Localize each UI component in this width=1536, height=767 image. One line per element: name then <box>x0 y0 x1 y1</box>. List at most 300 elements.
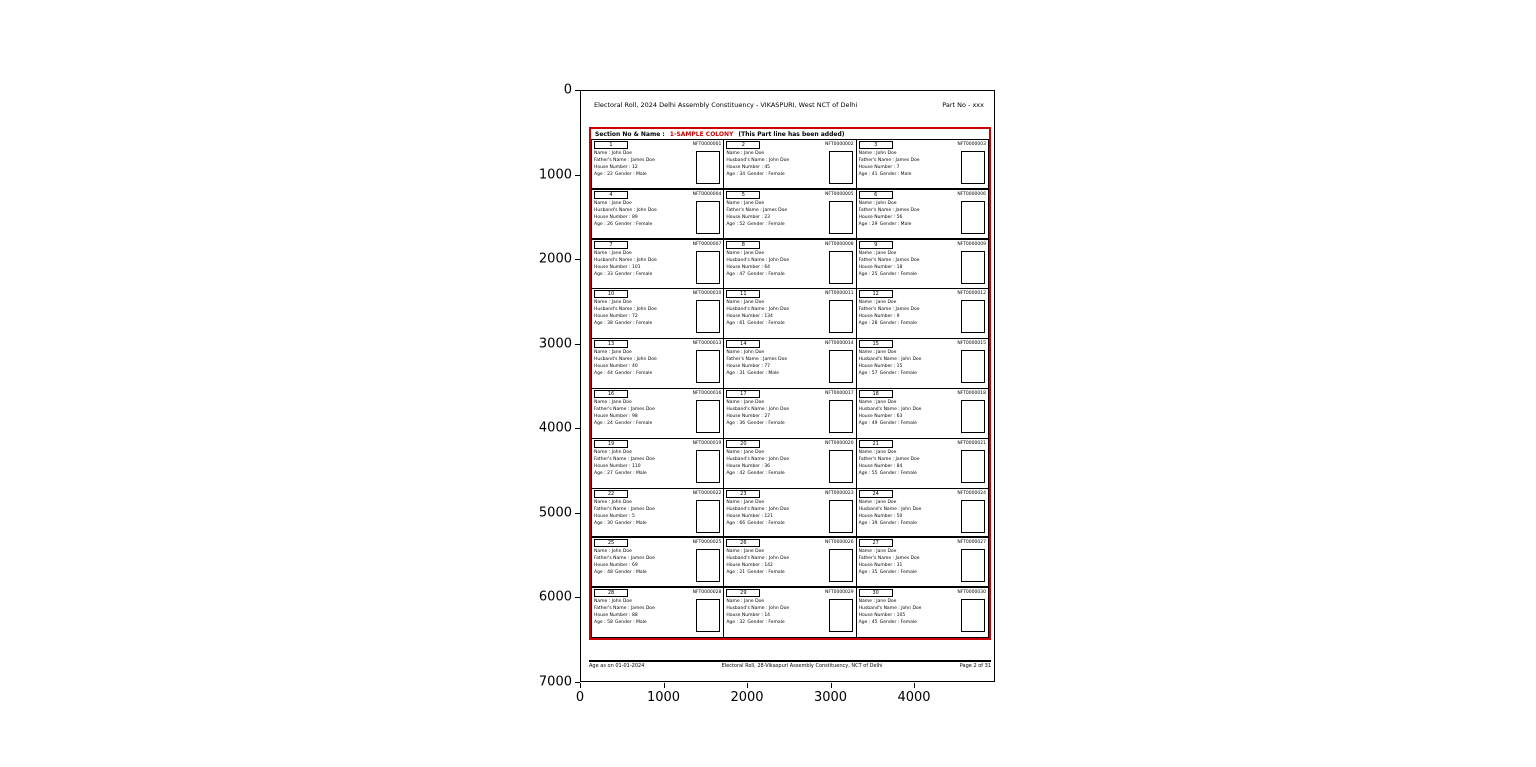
x-tick-label: 3000 <box>813 690 848 705</box>
x-tick-label: 4000 <box>897 690 931 705</box>
serial-number-box: 28 <box>594 589 628 597</box>
house-line: House Number : 23 <box>726 214 771 220</box>
voter-card <box>592 389 724 439</box>
voter-card <box>857 240 989 290</box>
y-tick-mark <box>575 428 580 429</box>
x-tick-label: 2000 <box>730 690 764 705</box>
voter-fields <box>859 400 922 433</box>
name-line: Name : Jane Doe <box>726 200 765 206</box>
photo-placeholder <box>696 350 720 383</box>
voter-fields <box>594 599 655 632</box>
house-line: House Number : 12 <box>594 164 638 170</box>
voter-fields <box>859 300 920 333</box>
voter-fields <box>726 251 789 284</box>
name-line: Name : Jane Doe <box>858 499 897 505</box>
age-gender-line: Age : 36 Gender : Female <box>726 420 785 426</box>
voter-card <box>857 389 989 439</box>
epic-number: NFT0000017 <box>824 390 854 396</box>
name-line: Name : Jane Doe <box>594 200 632 206</box>
voter-fields <box>594 151 655 184</box>
photo-placeholder <box>696 500 720 533</box>
age-gender-line: Age : 42 Gender : Female <box>726 470 785 476</box>
serial-number-box: 10 <box>594 290 628 298</box>
relation-line: Husband's Name : John Doe <box>726 257 790 263</box>
age-gender-line: Age : 39 Gender : Female <box>858 520 917 526</box>
photo-placeholder <box>696 151 720 184</box>
house-line: House Number : 64 <box>726 264 771 270</box>
section-value: 1-SAMPLE COLONY <box>669 130 734 138</box>
age-gender-line: Age : 58 Gender : Male <box>594 620 647 626</box>
house-line: House Number : 56 <box>858 214 903 220</box>
y-tick-mark <box>575 90 580 91</box>
photo-placeholder <box>829 151 853 184</box>
house-line: House Number : 101 <box>594 264 641 270</box>
epic-number: NFT0000024 <box>957 490 986 496</box>
house-line: House Number : 15 <box>858 364 903 370</box>
photo-placeholder <box>961 450 985 483</box>
name-line: Name : Jane Doe <box>594 399 632 405</box>
house-line: House Number : 36 <box>726 463 771 469</box>
name-line: Name : Jane Doe <box>858 599 897 605</box>
epic-number: NFT0000027 <box>957 540 986 546</box>
plot-area <box>580 90 995 682</box>
epic-number: NFT0000022 <box>692 490 722 496</box>
house-line: House Number : 5 <box>594 513 635 519</box>
relation-line: Husband's Name : John Doe <box>594 207 657 213</box>
y-tick-label: 1000 <box>538 167 572 183</box>
voter-card <box>724 190 856 240</box>
photo-placeholder <box>829 251 853 284</box>
y-tick-mark <box>575 597 580 598</box>
house-line: House Number : 14 <box>726 613 771 619</box>
relation-line: Father's Name : James Doe <box>858 157 920 163</box>
photo-placeholder <box>829 300 853 333</box>
x-tick-label: 1000 <box>646 690 681 705</box>
age-gender-line: Age : 61 Gender : Female <box>726 321 785 327</box>
serial-number-box: 5 <box>726 191 760 199</box>
photo-placeholder <box>829 350 853 383</box>
serial-number-box: 27 <box>859 539 893 547</box>
voter-fields <box>726 350 787 383</box>
epic-number: NFT0000030 <box>957 590 986 596</box>
photo-placeholder <box>961 251 985 284</box>
voter-card <box>592 140 724 190</box>
y-tick-mark <box>575 175 580 176</box>
voter-card <box>724 140 856 190</box>
relation-line: Husband's Name : John Doe <box>726 556 790 562</box>
serial-number-box: 2 <box>726 141 760 149</box>
epic-number: NFT0000004 <box>692 191 722 197</box>
age-gender-line: Age : 29 Gender : Male <box>858 221 912 227</box>
relation-line: Father's Name : James Doe <box>594 606 655 612</box>
photo-placeholder <box>696 549 720 582</box>
photo-placeholder <box>961 500 985 533</box>
photo-placeholder <box>961 151 985 184</box>
serial-number-box: 14 <box>726 340 760 348</box>
house-line: House Number : 50 <box>858 513 903 519</box>
age-gender-line: Age : 34 Gender : Female <box>726 171 785 177</box>
voter-fields <box>859 500 922 533</box>
name-line: Name : Jane Doe <box>858 449 897 455</box>
name-line: Name : Jane Doe <box>726 499 765 505</box>
epic-number: NFT0000023 <box>824 490 854 496</box>
epic-number: NFT0000025 <box>692 540 722 546</box>
age-gender-line: Age : 38 Gender : Female <box>594 321 653 327</box>
name-line: Name : John Doe <box>594 499 632 505</box>
y-tick-label: 0 <box>563 82 572 98</box>
footer-left: Age as on 01-01-2024 <box>589 663 645 669</box>
epic-number: NFT0000005 <box>824 191 854 197</box>
voter-card <box>724 289 856 339</box>
serial-number-box: 15 <box>859 340 893 348</box>
section-label: Section No & Name : <box>595 130 665 138</box>
voter-card <box>592 538 724 588</box>
y-tick-mark <box>575 344 580 345</box>
relation-line: Husband's Name : John Doe <box>726 157 790 163</box>
relation-line: Father's Name : James Doe <box>858 456 920 462</box>
photo-placeholder <box>829 500 853 533</box>
house-line: House Number : 88 <box>594 613 638 619</box>
voter-fields <box>859 151 920 184</box>
serial-number-box: 11 <box>726 290 760 298</box>
epic-number: NFT0000015 <box>957 341 986 347</box>
voter-fields <box>859 201 920 234</box>
voter-card <box>724 489 856 539</box>
photo-placeholder <box>829 450 853 483</box>
epic-number: NFT0000020 <box>824 440 854 446</box>
name-line: Name : John Doe <box>594 151 632 156</box>
relation-line: Father's Name : James Doe <box>858 307 920 313</box>
house-line: House Number : 27 <box>726 413 771 419</box>
age-gender-line: Age : 26 Gender : Female <box>594 221 653 227</box>
epic-number: NFT0000018 <box>957 390 986 396</box>
x-tick-mark <box>747 683 748 688</box>
house-line: House Number : 134 <box>726 314 773 320</box>
serial-number-box: 16 <box>594 390 628 398</box>
serial-number-box: 26 <box>726 539 760 547</box>
y-tick-label: 2000 <box>538 251 572 267</box>
age-gender-line: Age : 55 Gender : Female <box>858 470 917 476</box>
x-tick-label: 0 <box>575 690 585 705</box>
name-line: Name : Jane Doe <box>726 250 765 256</box>
voter-card <box>724 439 856 489</box>
serial-number-box: 7 <box>594 241 628 249</box>
age-gender-line: Age : 52 Gender : Female <box>726 221 785 227</box>
serial-number-box: 29 <box>726 589 760 597</box>
photo-placeholder <box>696 400 720 433</box>
x-tick-mark <box>914 683 915 688</box>
house-line: House Number : 105 <box>858 613 906 619</box>
name-line: Name : Jane Doe <box>726 449 765 455</box>
house-line: House Number : 63 <box>858 413 903 419</box>
photo-placeholder <box>696 251 720 284</box>
epic-number: NFT0000021 <box>957 440 986 446</box>
name-line: Name : Jane Doe <box>858 300 897 306</box>
name-line: Name : Jane Doe <box>594 350 632 356</box>
house-line: House Number : 77 <box>726 364 771 370</box>
serial-number-box: 23 <box>726 490 760 498</box>
y-tick-mark <box>575 259 580 260</box>
age-gender-line: Age : 24 Gender : Female <box>594 420 653 426</box>
house-line: House Number : 84 <box>858 463 903 469</box>
serial-number-box: 21 <box>859 440 893 448</box>
relation-line: Father's Name : James Doe <box>594 556 655 562</box>
voter-card <box>857 140 989 190</box>
voter-fields <box>594 201 657 234</box>
voter-fields <box>726 549 789 582</box>
relation-line: Husband's Name : John Doe <box>594 307 657 313</box>
age-gender-line: Age : 21 Gender : Female <box>726 570 785 576</box>
serial-number-box: 18 <box>859 390 893 398</box>
photo-placeholder <box>696 599 720 632</box>
voter-fields <box>859 450 920 483</box>
name-line: Name : John Doe <box>726 350 765 356</box>
epic-number: NFT0000006 <box>957 191 986 197</box>
epic-number: NFT0000008 <box>824 241 854 247</box>
y-tick-label: 7000 <box>538 674 572 690</box>
epic-number: NFT0000007 <box>692 241 722 247</box>
age-gender-line: Age : 44 Gender : Female <box>594 371 653 377</box>
age-gender-line: Age : 48 Gender : Male <box>594 570 647 576</box>
age-gender-line: Age : 66 Gender : Female <box>726 520 785 526</box>
serial-number-box: 24 <box>859 490 893 498</box>
serial-number-box: 13 <box>594 340 628 348</box>
name-line: Name : Jane Doe <box>594 300 632 306</box>
epic-number: NFT0000029 <box>824 590 854 596</box>
highlight-rectangle <box>589 127 991 640</box>
house-line: House Number : 142 <box>726 563 773 569</box>
document-footer <box>589 660 991 669</box>
voter-fields <box>726 450 789 483</box>
relation-line: Father's Name : James Doe <box>594 506 655 512</box>
serial-number-box: 12 <box>859 290 893 298</box>
relation-line: Father's Name : James Doe <box>594 456 655 462</box>
footer-right: Page 2 of 31 <box>959 663 991 669</box>
house-line: House Number : 121 <box>726 513 773 519</box>
relation-line: Husband's Name : John Doe <box>858 606 922 612</box>
house-line: House Number : 45 <box>726 164 771 170</box>
house-line: House Number : 89 <box>594 214 638 220</box>
photo-placeholder <box>961 350 985 383</box>
name-line: Name : John Doe <box>858 200 897 206</box>
name-line: Name : Jane Doe <box>726 549 765 555</box>
voter-fields <box>859 549 920 582</box>
serial-number-box: 1 <box>594 141 628 149</box>
serial-number-box: 4 <box>594 191 628 199</box>
epic-number: NFT0000026 <box>824 540 854 546</box>
epic-number: NFT0000011 <box>824 291 854 297</box>
epic-number: NFT0000028 <box>692 590 722 596</box>
serial-number-box: 9 <box>859 241 893 249</box>
name-line: Name : Jane Doe <box>858 250 897 256</box>
y-tick-label: 6000 <box>538 589 572 605</box>
photo-placeholder <box>829 400 853 433</box>
voter-card <box>592 339 724 389</box>
house-line: House Number : 72 <box>594 314 638 320</box>
epic-number: NFT0000003 <box>957 142 986 147</box>
voter-fields <box>594 251 657 284</box>
relation-line: Husband's Name : John Doe <box>858 406 922 412</box>
age-gender-line: Age : 30 Gender : Male <box>594 520 647 526</box>
section-header <box>591 129 989 139</box>
serial-number-box: 6 <box>859 191 893 199</box>
name-line: Name : John Doe <box>858 151 897 156</box>
voter-card <box>592 489 724 539</box>
relation-line: Father's Name : James Doe <box>594 406 655 412</box>
house-line: House Number : 18 <box>858 264 903 270</box>
voter-card <box>592 439 724 489</box>
name-line: Name : Jane Doe <box>858 549 897 555</box>
epic-number: NFT0000014 <box>824 341 854 347</box>
relation-line: Husband's Name : John Doe <box>726 307 790 313</box>
house-line: House Number : 69 <box>594 563 638 569</box>
voter-card <box>592 190 724 240</box>
voter-card <box>857 190 989 240</box>
y-tick-label: 3000 <box>538 336 572 352</box>
voter-fields <box>594 500 655 533</box>
photo-placeholder <box>829 599 853 632</box>
age-gender-line: Age : 27 Gender : Male <box>594 470 647 476</box>
name-line: Name : Jane Doe <box>858 350 897 356</box>
voter-card <box>724 538 856 588</box>
photo-placeholder <box>829 201 853 234</box>
epic-number: NFT0000012 <box>957 291 986 297</box>
voter-fields <box>594 350 657 383</box>
x-tick-mark <box>664 683 665 688</box>
age-gender-line: Age : 57 Gender : Female <box>858 371 917 377</box>
name-line: Name : Jane Doe <box>726 151 765 156</box>
serial-number-box: 30 <box>859 589 893 597</box>
relation-line: Husband's Name : John Doe <box>726 406 790 412</box>
epic-number: NFT0000010 <box>692 291 722 297</box>
serial-number-box: 17 <box>726 390 760 398</box>
age-gender-line: Age : 45 Gender : Female <box>858 620 917 626</box>
voter-fields <box>859 350 922 383</box>
photo-placeholder <box>961 549 985 582</box>
name-line: Name : Jane Doe <box>594 250 632 256</box>
voter-card <box>857 289 989 339</box>
voter-card <box>724 240 856 290</box>
voter-fields <box>859 251 920 284</box>
voter-card <box>857 339 989 389</box>
part-number: Part No - xxx <box>942 101 984 109</box>
voter-fields <box>594 549 655 582</box>
house-line: House Number : 31 <box>858 563 903 569</box>
x-tick-mark <box>831 683 832 688</box>
relation-line: Father's Name : James Doe <box>858 556 920 562</box>
voter-fields <box>726 500 789 533</box>
voter-fields <box>726 400 789 433</box>
x-tick-mark <box>580 683 581 688</box>
photo-placeholder <box>961 201 985 234</box>
relation-line: Father's Name : James Doe <box>594 157 655 163</box>
y-tick-mark <box>575 513 580 514</box>
voter-fields <box>726 151 789 184</box>
name-line: Name : Jane Doe <box>726 599 765 605</box>
voter-card <box>857 489 989 539</box>
photo-placeholder <box>696 450 720 483</box>
voter-fields <box>859 599 922 632</box>
age-gender-line: Age : 22 Gender : Male <box>594 171 647 177</box>
age-gender-line: Age : 35 Gender : Female <box>858 570 917 576</box>
voter-card <box>592 240 724 290</box>
name-line: Name : Jane Doe <box>726 399 765 405</box>
epic-number: NFT0000009 <box>957 241 986 247</box>
y-tick-label: 4000 <box>538 420 572 436</box>
y-tick-label: 5000 <box>538 505 572 521</box>
name-line: Name : Jane Doe <box>726 300 765 306</box>
house-line: House Number : 40 <box>594 364 638 370</box>
house-line: House Number : 7 <box>858 164 900 170</box>
voter-fields <box>594 400 655 433</box>
relation-line: Father's Name : James Doe <box>858 207 920 213</box>
age-gender-line: Age : 47 Gender : Female <box>726 271 785 277</box>
relation-line: Husband's Name : John Doe <box>858 357 922 363</box>
document-title: Electoral Roll, 2024 Delhi Assembly Constituency - VIKASPURI, West NCT of Delhi <box>594 101 858 109</box>
age-gender-line: Age : 28 Gender : Female <box>858 321 917 327</box>
serial-number-box: 8 <box>726 241 760 249</box>
relation-line: Husband's Name : John Doe <box>726 456 790 462</box>
serial-number-box: 22 <box>594 490 628 498</box>
voter-fields <box>726 300 789 333</box>
voter-card <box>592 289 724 339</box>
voter-card <box>857 588 989 638</box>
relation-line: Father's Name : James Doe <box>858 257 920 263</box>
age-gender-line: Age : 32 Gender : Female <box>726 620 785 626</box>
voter-fields <box>726 599 789 632</box>
age-gender-line: Age : 31 Gender : Male <box>726 371 780 377</box>
age-gender-line: Age : 33 Gender : Female <box>594 271 653 277</box>
relation-line: Husband's Name : John Doe <box>594 257 657 263</box>
name-line: Name : John Doe <box>594 449 632 455</box>
relation-line: Father's Name : James Doe <box>726 357 788 363</box>
photo-placeholder <box>961 599 985 632</box>
relation-line: Husband's Name : John Doe <box>858 506 922 512</box>
serial-number-box: 3 <box>859 141 893 149</box>
voter-card <box>857 439 989 489</box>
house-line: House Number : 110 <box>594 463 641 469</box>
name-line: Name : Jane Doe <box>858 399 897 405</box>
photo-placeholder <box>961 400 985 433</box>
voter-card <box>724 389 856 439</box>
voter-card <box>857 538 989 588</box>
voter-cards-grid <box>591 139 989 638</box>
serial-number-box: 19 <box>594 440 628 448</box>
footer-center: Electoral Roll, 28-Vikaspuri Assembly Constituency, NCT of Delhi <box>721 663 883 669</box>
photo-placeholder <box>696 201 720 234</box>
house-line: House Number : 98 <box>594 413 638 419</box>
epic-number: NFT0000001 <box>692 142 722 147</box>
voter-card <box>724 588 856 638</box>
voter-fields <box>594 300 657 333</box>
photo-placeholder <box>961 300 985 333</box>
voter-fields <box>726 201 787 234</box>
name-line: Name : John Doe <box>594 549 632 555</box>
voter-card <box>724 339 856 389</box>
epic-number: NFT0000016 <box>692 390 722 396</box>
voter-fields <box>594 450 655 483</box>
age-gender-line: Age : 41 Gender : Male <box>858 171 912 177</box>
serial-number-box: 20 <box>726 440 760 448</box>
relation-line: Husband's Name : John Doe <box>594 357 657 363</box>
serial-number-box: 25 <box>594 539 628 547</box>
relation-line: Husband's Name : John Doe <box>726 506 790 512</box>
relation-line: Husband's Name : John Doe <box>726 606 790 612</box>
epic-number: NFT0000002 <box>824 142 854 147</box>
epic-number: NFT0000013 <box>692 341 722 347</box>
age-gender-line: Age : 49 Gender : Female <box>858 420 917 426</box>
document-header <box>594 101 984 109</box>
